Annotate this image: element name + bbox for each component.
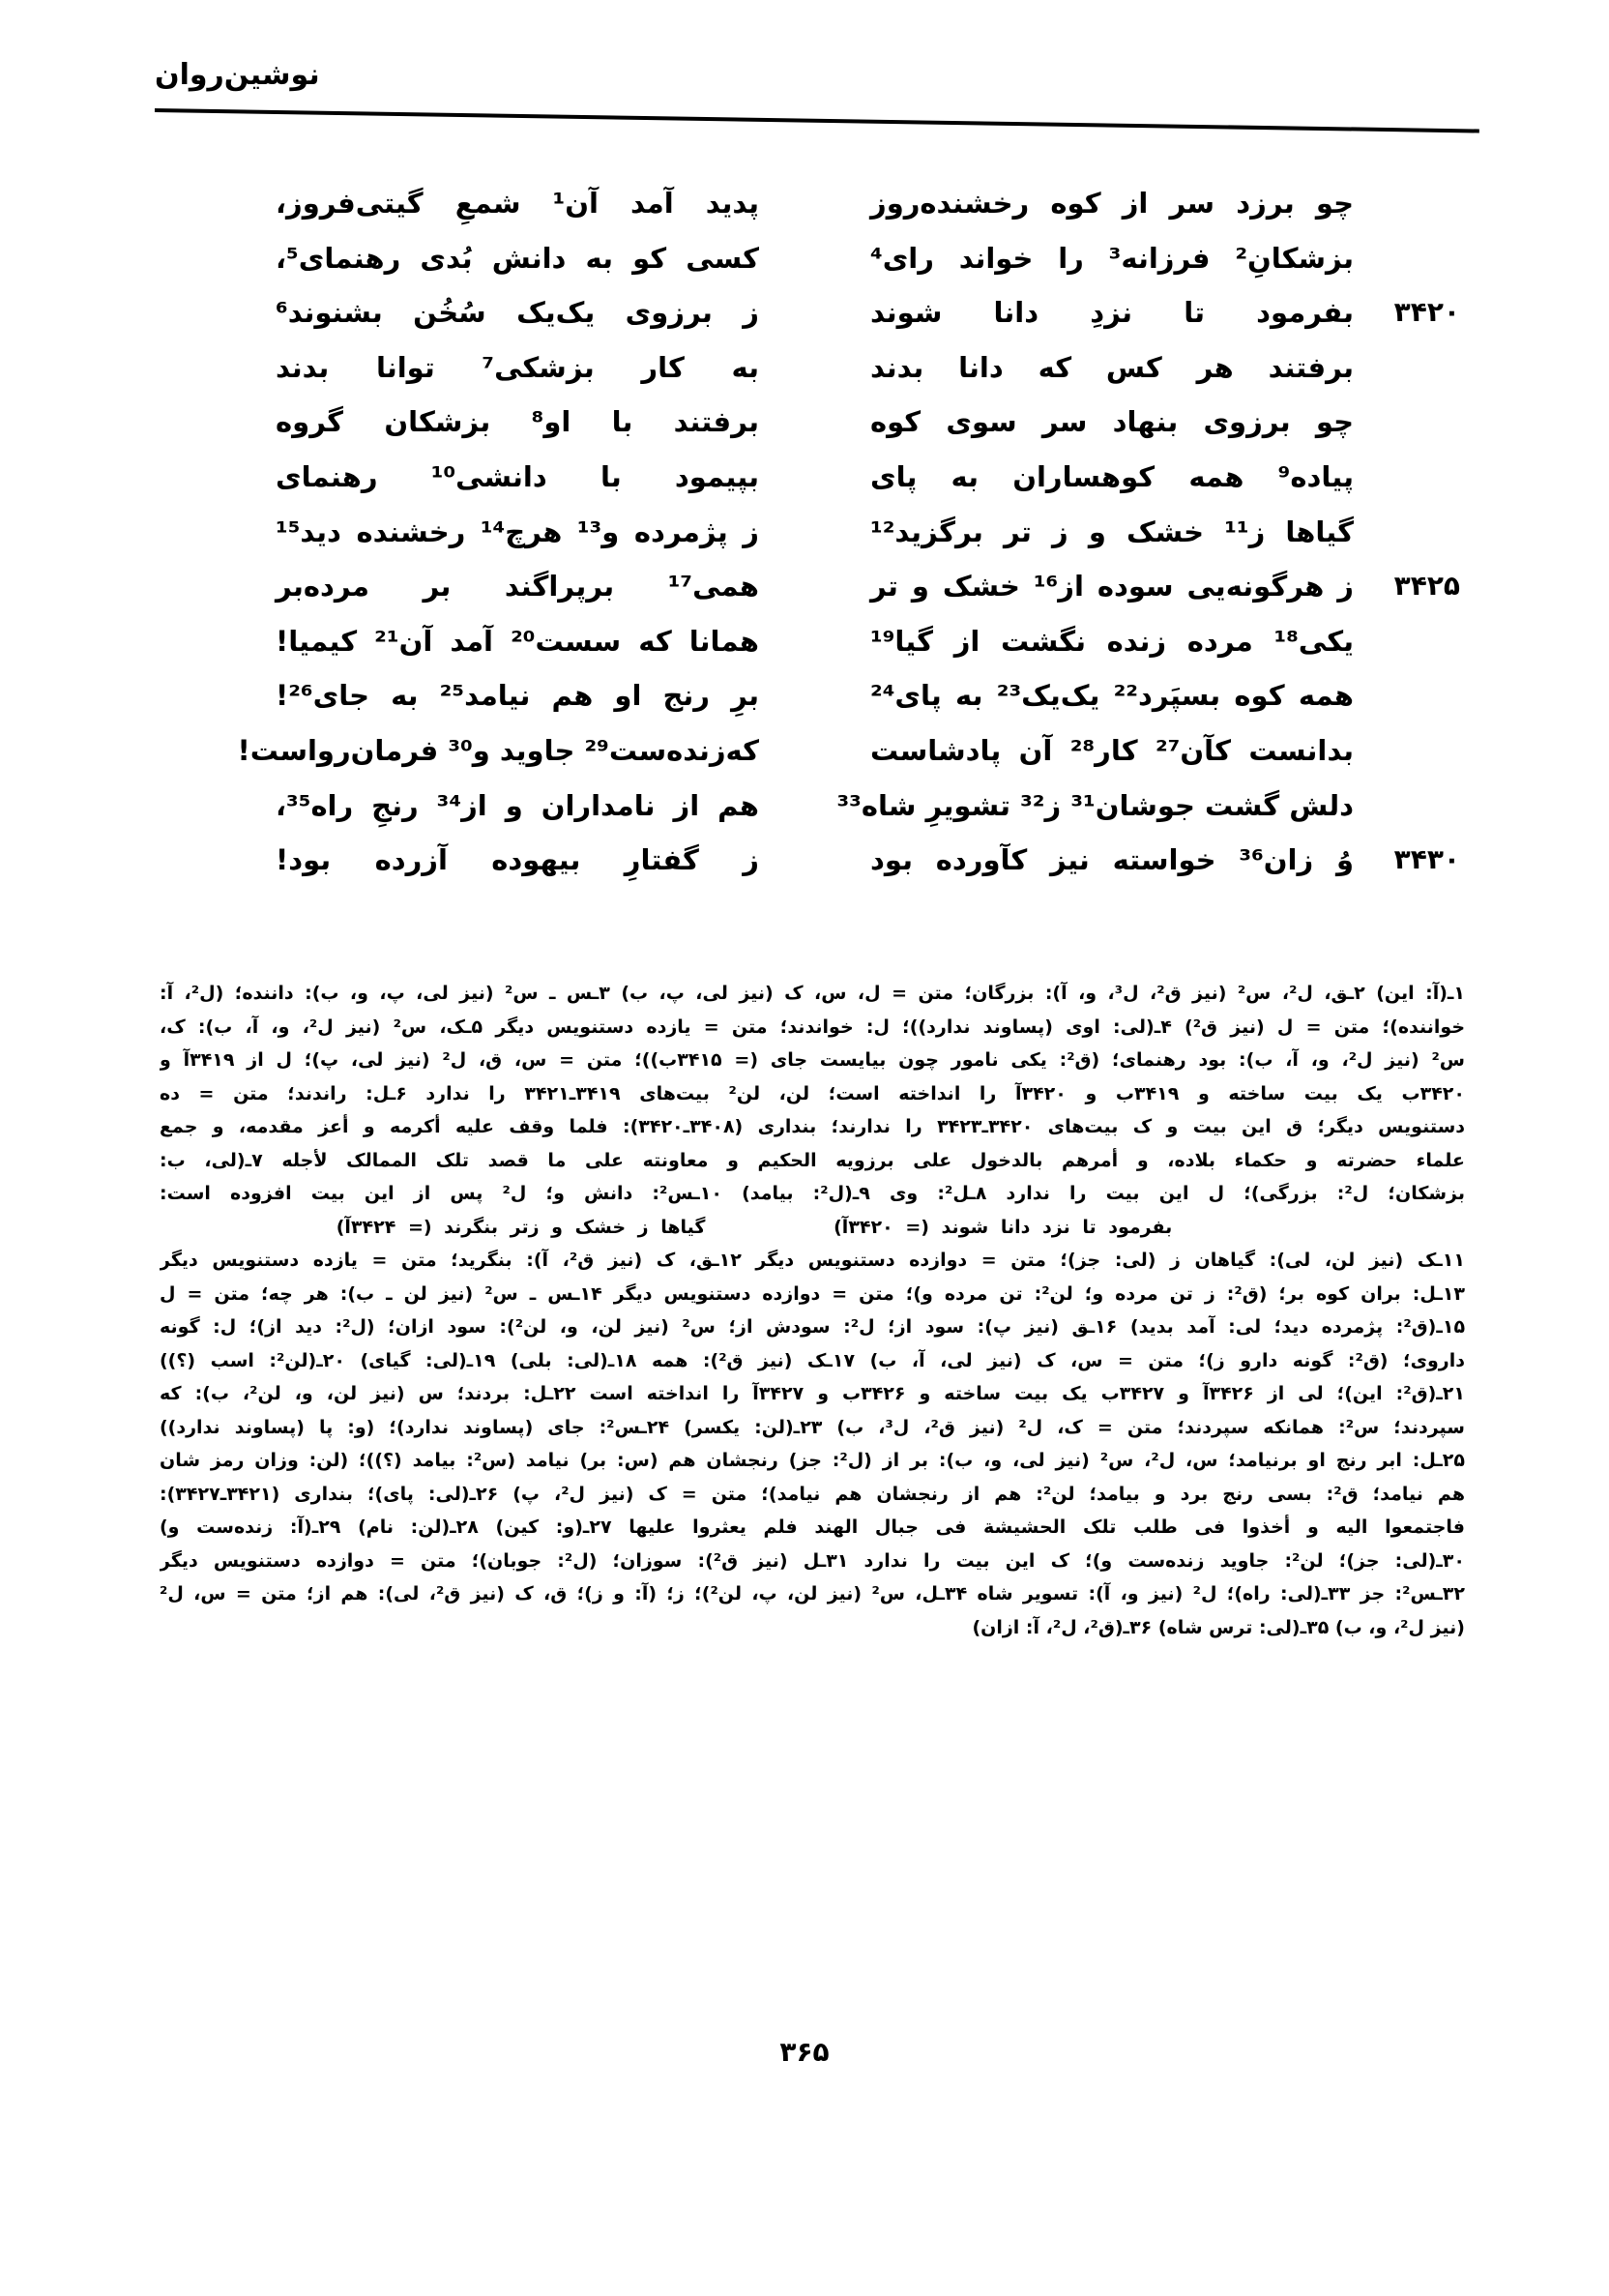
verse-column-left (237, 176, 760, 888)
hemistich: همانا که سست²⁰ آمد آن²¹ کیمیا! (276, 624, 759, 658)
footnote-line: ۳۲ـس²: جز ۳۳ـ(لی: راه)؛ ل² (نیز و، آ): تسویر شاه ۳۴ـل، س² (نیز لن، پ، لن²)؛ ز؛ (آ: و ز)؛ ق، ک (نیز ق²، لی): هم از؛ متن = س، ل² (160, 1583, 1465, 1604)
hemistich: پدید آمد آن¹ شمعِ گیتی‌فروز، (276, 187, 759, 220)
footnote-line: ۱۳ـل: بران کوه بر؛ (ق²: ز تن مرده و؛ لن²: تن مرده و)؛ متن = دوازده دستنویس دیگر ۱۴ـس ـ س² (نیز لن ـ ب): هر چه؛ متن = ل (160, 1282, 1465, 1305)
page-number: ۳۶۵ (779, 2036, 830, 2068)
verse-number: ۳۴۳۰ (1393, 843, 1460, 876)
footnote-line: بزشکان؛ ل²: بزرگی)؛ ل این بیت را ندارد ۸ـل²: وی ۹ـ(ل²: بیامد) ۱۰ـس²: دانش و؛ ل² پس از این بیت افزوده است: (160, 1183, 1465, 1204)
footnote-line: ۳۴۲۰ب یک بیت ساخته و ۳۴۱۹ب و ۳۴۲۰آ را انداخته است؛ لن، لن² بیت‌های ۳۴۱۹ـ۳۴۲۱ را ندارد ۶ـل: راندند؛ متن = ده (160, 1082, 1465, 1104)
footnote-line: س² (نیز ل²، و، آ، ب): بود رهنمای؛ (ق²: یکی نامور چون بیایست جای (= ۳۴۱۵ب))؛ متن = س، ق، ل² (نیز لی، پ)؛ ل از ۳۴۱۹آ و (160, 1049, 1465, 1071)
footnote-line: خوانندە)؛ متن = ل (نیز ق²) ۴ـ(لی: اوی (پساوند ندارد))؛ ل: خواندند؛ متن = یازده دستنویس دیگر ۵ـک، س² (نیز ل²، و، آ، ب): ک، (160, 1016, 1465, 1038)
footnote-line: ۱۱ـک (نیز لن، لی): گیاهان ز (لی: جز)؛ متن = دوازده دستنویس دیگر ۱۲ـق، ک (نیز ق²، آ): بنگرید؛ متن = یازده دستنویس دیگر (160, 1250, 1465, 1271)
hemistich: برِ رنج او هم نیامد²⁵ به جای²⁶! (276, 679, 759, 713)
hemistich: چو برزوی بنهاد سر سوی کوه (870, 405, 1354, 439)
hemistich: دلش گشت جوشان³¹ ز³² تشویرِ شاه³³ (836, 788, 1354, 822)
footnote-line: ۳۰ـ(لی: جز)؛ لن²: جاوید زنده‌ست و)؛ ک این بیت را ندارد ۳۱ـل (نیز ق²): سوزان؛ (ل²: جوبان)؛ متن = دوازده دستنویس دیگر (160, 1549, 1465, 1572)
footnote-line: ۲۵ـل: ابر رنج او برنیامد؛ س، ل²، س² (نیز لی، و، ب): بر از (ل²: جز) رنجشان هم (س: بر) نیامد (س²: بیامد (؟))؛ (لن: وزان رمز شان (160, 1450, 1465, 1471)
footnote-line: ۱ـ(آ: این) ۲ـق، ل²، س² (نیز ق²، ل³، و، آ): بزرگان؛ متن = ل، س، ک (نیز لی، پ، ب) ۳ـس ـ س² (نیز لی، پ، و، ب): دانندە؛ (ل²، آ: (160, 983, 1465, 1004)
header-rule (155, 108, 1479, 133)
hemistich: چو برزد سر از کوه رخشنده‌روز (870, 187, 1354, 220)
hemistich: به کار بزشکی⁷ توانا بدند (276, 350, 759, 384)
footnote-line: ۱۵ـ(ق²: پژمرده دید؛ لی: آمد بدید) ۱۶ـق (نیز پ): سود از؛ ل²: سودش از؛ س² (نیز لن، و، لن²): سود ازان؛ (ل²: دید از)؛ ل: گونه (160, 1316, 1465, 1338)
hemistich: همه کوه بسپَرد²² یک‌یک²³ به پای²⁴ (870, 679, 1355, 713)
running-title: نوشین‌روان (155, 58, 320, 92)
verse-number: ۳۴۲۵ (1393, 570, 1460, 603)
footnote-line: دستنویس دیگر؛ ق این بیت و ک بیت‌های ۳۴۲۰ـ۳۴۲۳ را ندارند؛ بنداری (۳۴۰۸ـ۳۴۲۰): فلما وقف علیه أکرمه و أعز مقدمه، و جمع (160, 1116, 1465, 1137)
verse-column-right (836, 176, 1460, 888)
hemistich: برفتند هر کس که دانا بدند (870, 350, 1354, 384)
footnote-line: هم نیامد؛ ق²: بسی رنج برد و بیامد؛ لن²: هم از رنجشان هم نیامد)؛ متن = ک (نیز ل²، پ) ۲۶ـ(لی: پای)؛ بنداری (۳۴۲۱ـ۳۴۲۷): (160, 1483, 1465, 1505)
hemistich: ۳۴۲۵ ز هرگونه‌یی سوده از¹⁶ خشک و تر (870, 559, 1354, 614)
hemistich: بزشکانِ² فرزانه³ را خواند رای⁴ (870, 241, 1354, 275)
footnote-line: (نیز ل²، و، ب) ۳۵ـ(لی: ترس شاه) ۳۶ـ(ق²، ل²، آ: ازان) (972, 1616, 1465, 1638)
hemistich: ز گفتارِ بیهوده آزرده بود! (276, 843, 759, 877)
hemistich: ز برزوی یک‌یک سُخُن بشنوند⁶ (276, 296, 759, 330)
hemistich: گیاها ز¹¹ خشک و ز تر برگزید¹² (870, 515, 1354, 548)
hemistich: پیاده⁹ همه کوهساران به پای (870, 459, 1354, 493)
hemistich: بدانست کآن²⁷ کار²⁸ آن پادشاست (870, 733, 1354, 767)
hemistich: هم از نامداران و از³⁴ رنجِ راه³⁵، (276, 788, 760, 822)
hemistich: همی¹⁷ برپراگند بر مرده‌بر (276, 570, 759, 603)
footnote-line: سپردند؛ س²: همانکه سپردند؛ متن = ک، ل² (نیز ق²، ل³، ب) ۲۳ـ(لن: یکسر) ۲۴ـس²: جای (پساوند ندارد)؛ (و: پا (پساوند ندارد)) (160, 1416, 1465, 1438)
footnote-line: فاجتمعوا الیه و أخذوا فی طلب تلک الحشیشة فی جبال الهند فلم یعثروا علیها ۲۷ـ(و: کین) ۲۸ـ(لن: نام) ۲۹ـ(آ: زنده‌ست و) (160, 1516, 1465, 1538)
quoted-hemistich-second: گیاها ز خشک و زتر بنگرند (= ۳۴۲۴آ) (336, 1216, 706, 1238)
hemistich: ۳۴۲۰ بفرمود تا نزدِ دانا شوند (870, 285, 1354, 340)
hemistich: که‌زنده‌ست²⁹ جاوید و³⁰ فرمان‌رواست! (237, 733, 759, 767)
footnotes (160, 977, 1465, 1644)
hemistich: یکی¹⁸ مرده زنده نگشت از گیا¹⁹ (870, 624, 1354, 658)
footnote-line: ۲۱ـ(ق²: این)؛ لی از ۳۴۲۶آ و ۳۴۲۷ب یک بیت ساخته و ۳۴۲۶ب و ۳۴۲۷آ را انداخته است ۲۲ـل: بردند؛ س (نیز لن، و، لن²، ب): که (160, 1383, 1465, 1404)
hemistich: ۳۴۳۰ وُ زان³⁶ خواسته نیز کآورده بود (870, 833, 1354, 888)
hemistich: ز پژمرده و¹³ هرچ¹⁴ رخشنده دید¹⁵ (276, 515, 760, 548)
hemistich: بپیمود با دانشی¹⁰ رهنمای (276, 459, 759, 493)
hemistich: کسی کو به دانش بُدی رهنمای⁵، (276, 241, 759, 275)
footnote-quoted-verse (160, 1211, 1465, 1245)
footnote-line: داروی؛ (ق²: گونه دارو ز)؛ متن = س، ک (نیز لی، آ، ب) ۱۷ـک (نیز ق²): همه ۱۸ـ(لی: بلی) ۱۹ـ(لی: گیای) ۲۰ـ(لن²: اسب (؟)) (160, 1349, 1465, 1371)
verse-number: ۳۴۲۰ (1393, 296, 1460, 329)
footnote-line: علماء حضرته و حکماء بلاده، و أمرهم بالدخول علی برزویه الحکیم و معاونته علی ما قصد تلک الممالک لأجله ۷ـ(لی، ب: (160, 1149, 1465, 1171)
hemistich: برفتند با او⁸ بزشکان گروه (276, 405, 759, 439)
quoted-hemistich-first: بفرمود تا نزد دانا شوند (= ۳۴۲۰آ) (834, 1216, 1173, 1238)
